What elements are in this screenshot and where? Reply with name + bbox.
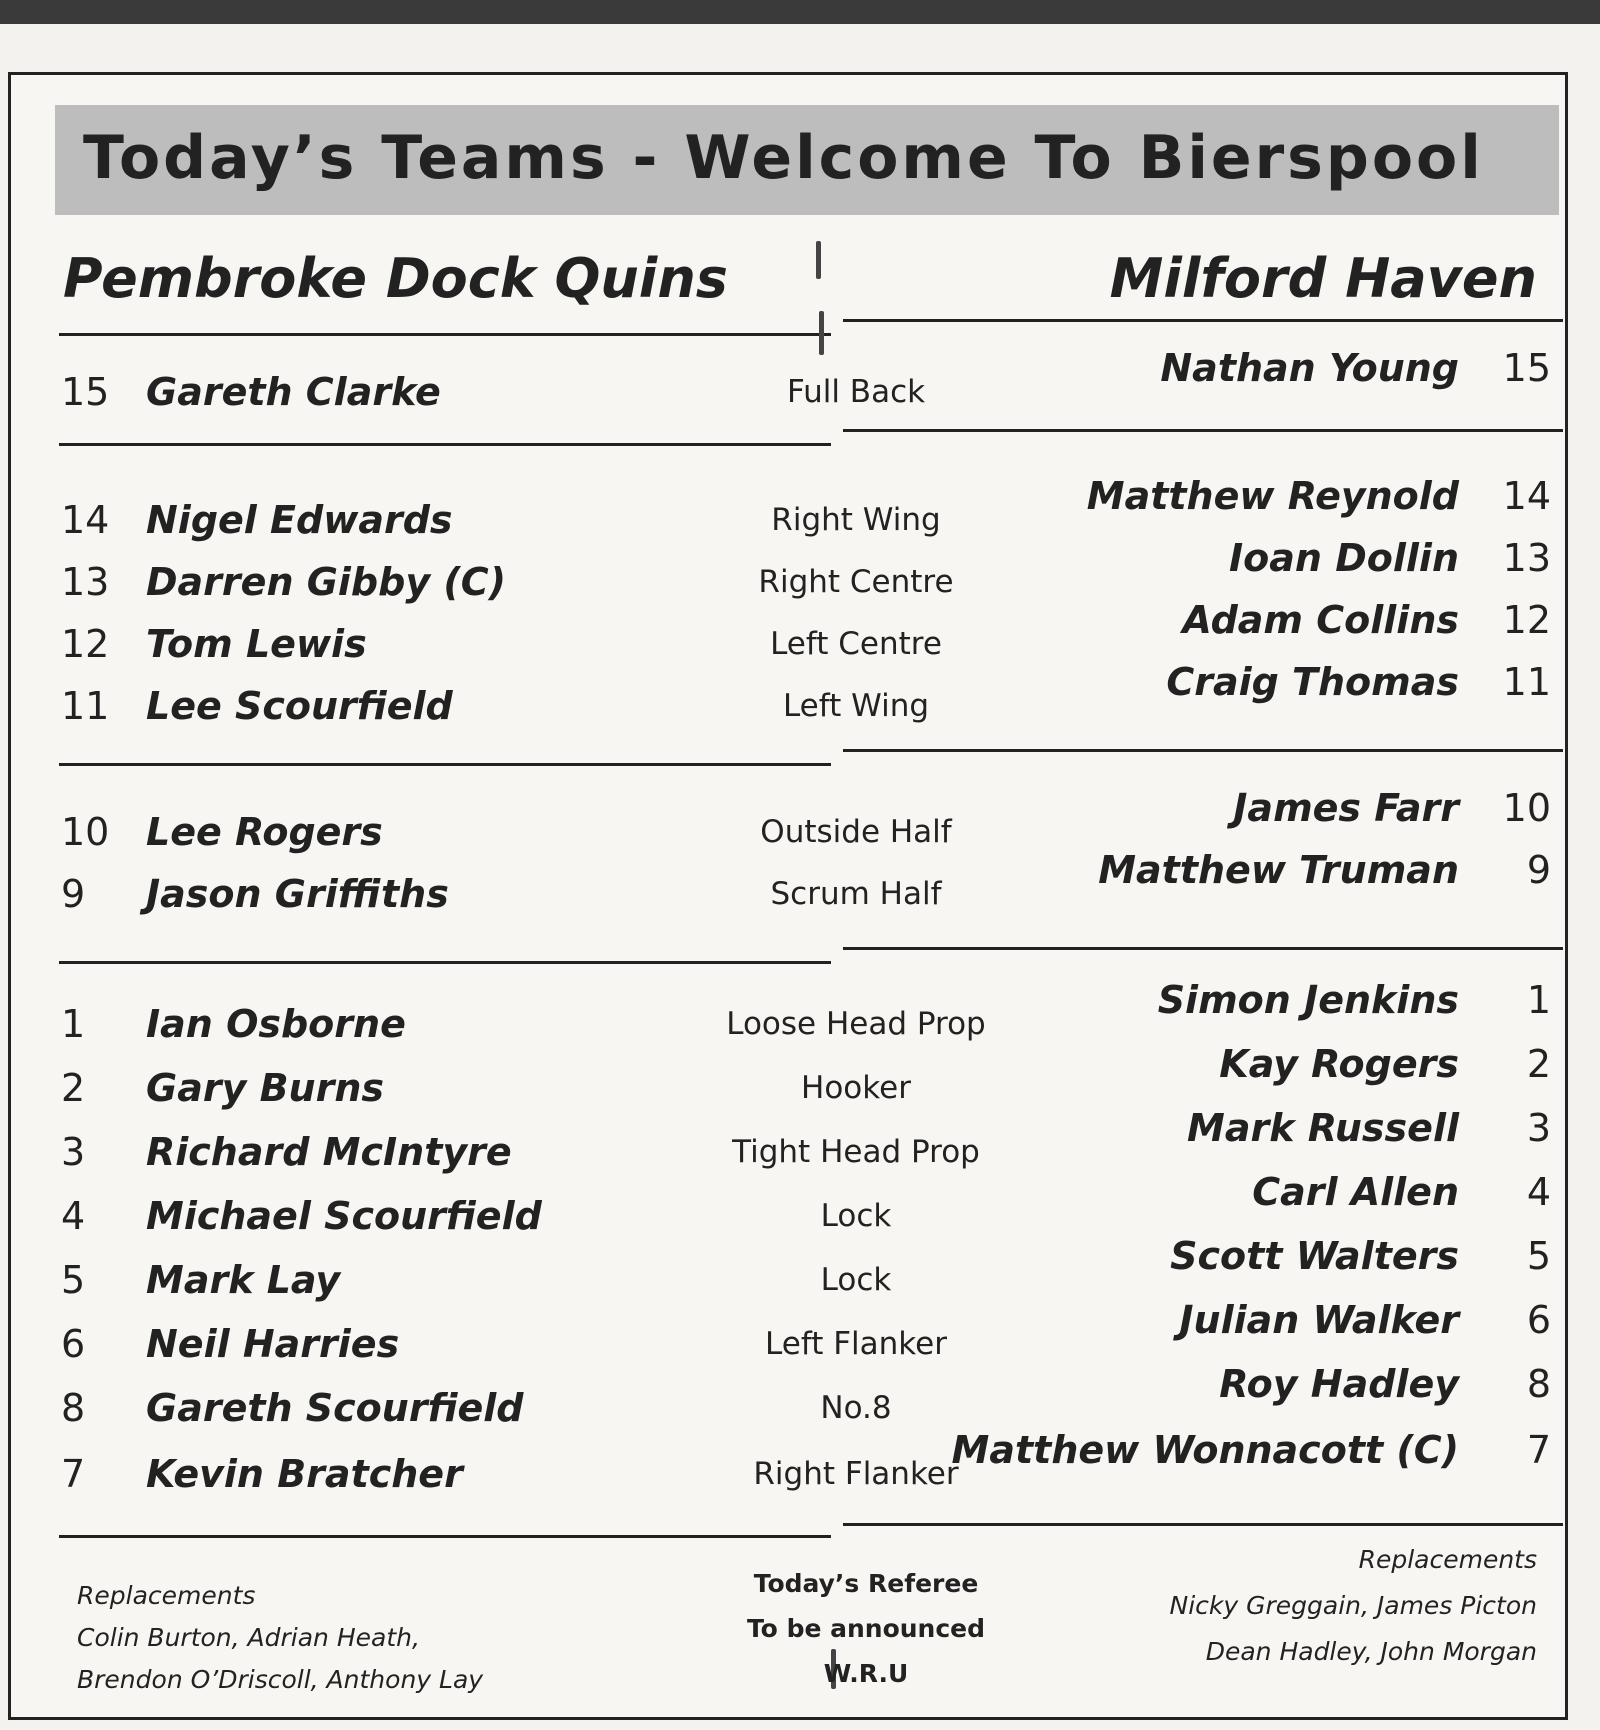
away-player-name: Roy Hadley xyxy=(1219,1362,1459,1406)
divider xyxy=(843,947,1563,950)
position-label: Outside Half xyxy=(760,814,952,850)
away-shirt-number: 14 xyxy=(1502,474,1551,518)
away-shirt-number: 10 xyxy=(1502,786,1551,830)
divider xyxy=(59,443,831,446)
page-top-edge xyxy=(0,0,1600,24)
page-title: Today’s Teams - Welcome To Bierspool xyxy=(83,123,1484,193)
away-shirt-number: 8 xyxy=(1526,1362,1551,1406)
away-replacements-line: Nicky Greggain, James Picton xyxy=(1169,1591,1537,1620)
away-player-name: Ioan Dollin xyxy=(1229,536,1459,580)
home-player-name: Tom Lewis xyxy=(146,622,367,666)
home-replacements xyxy=(77,1575,483,1701)
title-banner xyxy=(55,105,1559,215)
home-shirt-number: 5 xyxy=(61,1258,86,1302)
home-shirt-number: 15 xyxy=(61,370,110,414)
player-row xyxy=(11,660,1565,735)
position-label: No.8 xyxy=(820,1390,892,1426)
divider xyxy=(843,429,1563,432)
away-shirt-number: 12 xyxy=(1502,598,1551,642)
home-shirt-number: 4 xyxy=(61,1194,86,1238)
player-row xyxy=(11,1428,1565,1503)
home-shirt-number: 7 xyxy=(61,1452,86,1496)
home-shirt-number: 2 xyxy=(61,1066,86,1110)
away-shirt-number: 4 xyxy=(1526,1170,1551,1214)
away-team-name: Milford Haven xyxy=(1109,247,1537,310)
position-label: Tight Head Prop xyxy=(732,1134,980,1170)
position-label: Full Back xyxy=(786,374,926,410)
away-shirt-number: 9 xyxy=(1526,848,1551,892)
referee-info xyxy=(711,1561,1021,1696)
home-replacements-label: Replacements xyxy=(77,1581,256,1610)
away-player-name: Matthew Reynold xyxy=(1086,474,1459,518)
home-shirt-number: 1 xyxy=(61,1002,86,1046)
away-replacements-label: Replacements xyxy=(1358,1545,1537,1574)
position-label: Lock xyxy=(820,1262,892,1298)
home-shirt-number: 13 xyxy=(61,560,110,604)
divider xyxy=(59,763,831,766)
home-player-name: Lee Scourfield xyxy=(146,684,453,728)
position-label: Left Flanker xyxy=(765,1326,947,1362)
divider xyxy=(59,1535,831,1538)
home-player-name: Darren Gibby (C) xyxy=(146,560,506,604)
home-player-name: Ian Osborne xyxy=(146,1002,406,1046)
home-replacements-line: Colin Burton, Adrian Heath, xyxy=(77,1623,420,1652)
divider xyxy=(843,1523,1563,1526)
away-player-name: Matthew Truman xyxy=(1098,848,1459,892)
home-player-name: Nigel Edwards xyxy=(146,498,453,542)
player-row xyxy=(11,848,1565,923)
away-player-name: Kay Rogers xyxy=(1219,1042,1459,1086)
away-player-name: Scott Walters xyxy=(1170,1234,1459,1278)
away-player-name: Nathan Young xyxy=(1160,346,1459,390)
home-player-name: Lee Rogers xyxy=(146,810,383,854)
referee-label: Today’s Referee xyxy=(753,1569,979,1598)
home-shirt-number: 11 xyxy=(61,684,110,728)
away-player-name: Craig Thomas xyxy=(1166,660,1459,704)
home-team-name: Pembroke Dock Quins xyxy=(63,247,728,310)
away-player-name: Simon Jenkins xyxy=(1157,978,1459,1022)
away-replacements-line: Dean Hadley, John Morgan xyxy=(1205,1637,1537,1666)
home-player-name: Michael Scourfield xyxy=(146,1194,542,1238)
away-shirt-number: 11 xyxy=(1502,660,1551,704)
divider xyxy=(59,961,831,964)
away-shirt-number: 3 xyxy=(1526,1106,1551,1150)
home-player-name: Neil Harries xyxy=(146,1322,400,1366)
home-player-name: Richard McIntyre xyxy=(146,1130,512,1174)
home-player-name: Gary Burns xyxy=(146,1066,385,1110)
staple-mark xyxy=(819,311,824,355)
home-replacements-line: Brendon O’Driscoll, Anthony Lay xyxy=(77,1665,484,1694)
home-player-name: Kevin Bratcher xyxy=(146,1452,463,1496)
away-shirt-number: 15 xyxy=(1502,346,1551,390)
home-shirt-number: 9 xyxy=(61,872,86,916)
away-player-name: Mark Russell xyxy=(1187,1106,1459,1150)
referee-status: To be announced xyxy=(746,1614,986,1643)
referee-union: W.R.U xyxy=(823,1659,909,1688)
home-player-name: Gareth Clarke xyxy=(146,370,441,414)
position-label: Right Wing xyxy=(771,502,941,538)
away-player-name: Julian Walker xyxy=(1179,1298,1459,1342)
position-label: Scrum Half xyxy=(770,876,942,912)
home-shirt-number: 6 xyxy=(61,1322,86,1366)
away-replacements xyxy=(1170,1537,1538,1675)
position-label: Left Wing xyxy=(782,688,930,724)
away-shirt-number: 6 xyxy=(1526,1298,1551,1342)
away-shirt-number: 5 xyxy=(1526,1234,1551,1278)
position-label: Loose Head Prop xyxy=(726,1006,986,1042)
divider xyxy=(843,749,1563,752)
home-shirt-number: 3 xyxy=(61,1130,86,1174)
position-label: Right Flanker xyxy=(753,1456,959,1492)
home-shirt-number: 8 xyxy=(61,1386,86,1430)
home-shirt-number: 14 xyxy=(61,498,110,542)
away-shirt-number: 7 xyxy=(1526,1428,1551,1472)
position-label: Right Centre xyxy=(758,564,954,600)
away-player-name: James Farr xyxy=(1233,786,1459,830)
away-shirt-number: 13 xyxy=(1502,536,1551,580)
away-player-name: Adam Collins xyxy=(1182,598,1459,642)
staple-mark xyxy=(816,241,821,279)
home-shirt-number: 10 xyxy=(61,810,110,854)
position-label: Left Centre xyxy=(770,626,942,662)
team-sheet-frame xyxy=(8,72,1568,1720)
position-label: Lock xyxy=(820,1198,892,1234)
home-shirt-number: 12 xyxy=(61,622,110,666)
divider xyxy=(843,319,1563,322)
player-row xyxy=(11,346,1565,421)
away-player-name: Carl Allen xyxy=(1252,1170,1459,1214)
position-label: Hooker xyxy=(801,1070,911,1106)
away-player-name: Matthew Wonnacott (C) xyxy=(951,1428,1459,1472)
away-shirt-number: 2 xyxy=(1526,1042,1551,1086)
home-player-name: Mark Lay xyxy=(146,1258,341,1302)
home-player-name: Jason Griffiths xyxy=(146,872,449,916)
away-shirt-number: 1 xyxy=(1526,978,1551,1022)
divider xyxy=(59,333,831,336)
home-player-name: Gareth Scourfield xyxy=(146,1386,524,1430)
